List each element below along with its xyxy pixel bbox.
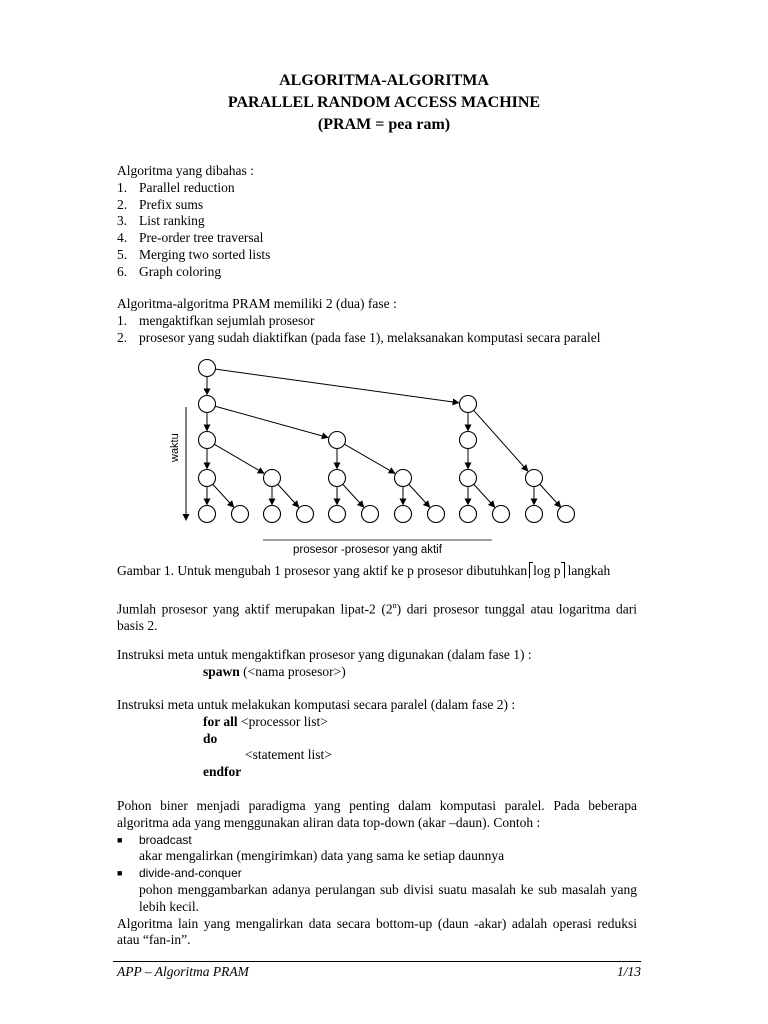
processor-node xyxy=(460,396,477,413)
processor-node xyxy=(526,506,543,523)
document-title xyxy=(0,70,768,136)
list-item: 3. List ranking xyxy=(117,213,205,229)
title-line-2: PARALLEL RANDOM ACCESS MACHINE xyxy=(227,94,541,111)
tree-edge xyxy=(213,484,234,507)
list-item: 5. Merging two sorted lists xyxy=(117,246,271,262)
page-footer xyxy=(117,964,641,980)
algorithms-list xyxy=(117,180,637,281)
processor-node xyxy=(232,506,249,523)
processor-node xyxy=(558,506,575,523)
processor-node xyxy=(460,470,477,487)
forall-intro: Instruksi meta untuk melakukan komputasi secara paralel (dalam fase 2) : xyxy=(117,697,516,712)
spawn-intro: Instruksi meta untuk mengaktifkan prosesor yang digunakan (dalam fase 1) : xyxy=(117,647,532,662)
processor-node xyxy=(199,470,216,487)
phases-intro: Algoritma-algoritma PRAM memiliki 2 (dua) fase : xyxy=(117,296,397,311)
processor-node xyxy=(199,396,216,413)
active-processors-label: prosesor -prosesor yang aktif xyxy=(293,544,442,556)
spawn-section xyxy=(117,647,637,681)
tree-section xyxy=(117,798,637,949)
processor-node xyxy=(264,506,281,523)
endfor-line: endfor xyxy=(203,764,242,780)
tree-edge xyxy=(215,406,328,437)
processor-node xyxy=(199,360,216,377)
processor-node xyxy=(297,506,314,523)
processor-node xyxy=(264,470,281,487)
statement-line: <statement list> xyxy=(245,747,332,763)
processors-paragraph: Jumlah prosesor yang aktif merupakan lipat-2 (2$^n$) dari prosesor tunggal atau logaritma dari basis 2. xyxy=(117,601,637,634)
tree-edge xyxy=(409,484,430,507)
figure-caption: Gambar 1. Untuk mengubah 1 prosesor yang aktif ke p prosesor dibutuhkan log p langkah xyxy=(117,563,611,578)
tree-edge xyxy=(474,410,528,471)
processor-node xyxy=(329,506,346,523)
tree-paragraph: Pohon biner menjadi paradigma yang penting dalam komputasi paralel. Pada beberapa algoritma ada yang menggunakan aliran data top-down (akar –daun). Contoh : xyxy=(117,798,637,830)
broadcast-desc: akar mengalirkan (mengirimkan) data yang sama ke setiap daunnya xyxy=(139,848,505,864)
processor-node xyxy=(329,470,346,487)
forall-line: for all <processor list> xyxy=(203,713,328,729)
processor-node xyxy=(395,506,412,523)
title-line-3: (PRAM = pea ram) xyxy=(317,116,451,133)
footer-page-number: 1/13 xyxy=(616,964,641,979)
tree-edge xyxy=(474,484,495,507)
processor-activation-diagram xyxy=(150,352,580,562)
processor-node xyxy=(460,506,477,523)
footer-left: APP – Algoritma PRAM xyxy=(117,964,249,979)
bullet-divide-conquer: ■ divide-and-conquer xyxy=(117,866,242,881)
list-item: 1. Parallel reduction xyxy=(117,179,235,195)
algorithms-section xyxy=(117,163,637,281)
divide-conquer-desc: pohon menggambarkan adanya perulangan sub divisi suatu masalah ke sub masalah yang lebih kecil. xyxy=(139,881,637,914)
list-item: 6. Graph coloring xyxy=(117,263,222,279)
fan-in-paragraph: Algoritma lain yang mengalirkan data secara bottom-up (daun -akar) adalah operasi reduksi atau “fan-in”. xyxy=(117,915,637,948)
processor-node xyxy=(329,432,346,449)
processor-node xyxy=(199,506,216,523)
time-axis-label: waktu xyxy=(169,433,181,462)
tree-edge xyxy=(540,484,561,507)
bullet-broadcast: ■ broadcast xyxy=(117,832,192,847)
processor-node xyxy=(199,432,216,449)
processor-node xyxy=(526,470,543,487)
list-item: 4. Pre-order tree traversal xyxy=(117,230,264,246)
spawn-code: spawn (<nama prosesor>) xyxy=(203,663,346,679)
tree-edge xyxy=(215,369,458,403)
processor-node xyxy=(428,506,445,523)
forall-section xyxy=(117,697,637,781)
footer-divider xyxy=(113,961,641,962)
processor-node xyxy=(460,432,477,449)
processor-node xyxy=(493,506,510,523)
tree-edge xyxy=(343,484,364,507)
tree-edge xyxy=(344,444,394,473)
title-line-1: ALGORITMA-ALGORITMA xyxy=(279,72,489,89)
phases-section xyxy=(117,296,657,346)
do-line: do xyxy=(203,730,218,746)
processor-node xyxy=(362,506,379,523)
processor-node xyxy=(395,470,412,487)
algorithms-intro: Algoritma yang dibahas : xyxy=(117,163,254,178)
tree-edge xyxy=(214,444,263,473)
list-item: 1. mengaktifkan sejumlah prosesor xyxy=(117,312,315,328)
caption-log-term: log p xyxy=(533,563,561,578)
tree-edge xyxy=(278,484,299,507)
list-item: 2. prosesor yang sudah diaktifkan (pada fase 1), melaksanakan komputasi secara paralel xyxy=(117,329,601,345)
list-item: 2. Prefix sums xyxy=(117,196,204,212)
phases-list xyxy=(117,313,657,347)
